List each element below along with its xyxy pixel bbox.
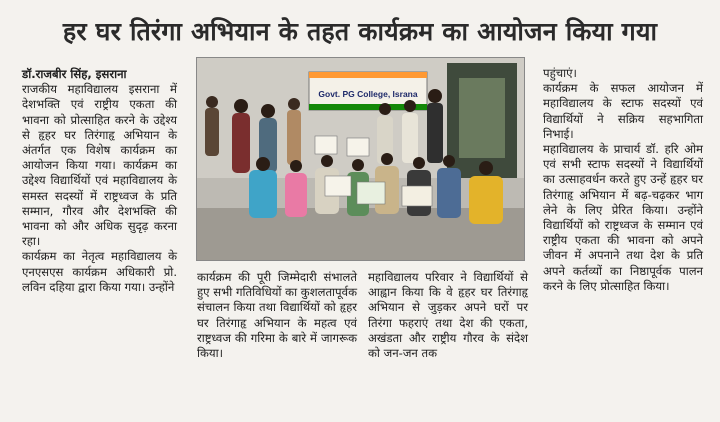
column-3 (368, 270, 528, 361)
col4-para1: पहुंचाएं। (543, 66, 577, 80)
byline: डॉ.राजबीर सिंह, इसराना (22, 67, 127, 81)
col4-para2: कार्यक्रम के सफल आयोजन में महाविद्यालय के स्टाफ सदस्यों एवं विद्यार्थियों ने सक्रिय सहभागिता निभाई। (543, 81, 703, 141)
col1-para2: कार्यक्रम का नेतृत्व महाविद्यालय के एनएसएस कार्यक्रम अधिकारी प्रो. लविन दहिया द्वारा किया गया। उन्होंने (22, 249, 177, 294)
col2-para: कार्यक्रम की पूरी जिम्मेदारी संभालते हुए सभी गतिविधियों का कुशलतापूर्वक संचालन किया तथा विद्यार्थियों को हृहर घर तिरंगाहृ अभियान के महत्व एवं राष्ट्रध्वज की गरिमा के बारे में जागरूक किया। (197, 270, 357, 361)
previous-article-cutoff (0, 0, 720, 10)
column-1 (22, 67, 177, 295)
event-photo (196, 57, 525, 261)
column-4 (543, 66, 703, 294)
col3-para: महाविद्यालय परिवार ने विद्यार्थियों से आह्वान किया कि वे हृहर घर तिरंगाहृ अभियान से जुड़कर अपने घरों पर तिरंगा फहराएं तथा देश की एकता, अखंडता और राष्ट्रीय गौरव के संदेश को जन-जन तक (368, 270, 528, 361)
col1-para1: राजकीय महाविद्यालय इसराना में देशभक्ति एवं राष्ट्रीय एकता की भावना को प्रोत्साहित करने के उद्देश्य से हृहर घर तिरंगाहृ अभियान के अंतर्गत एक विशेष कार्यक्रम का आयोजन किया गया। कार्यक्रम का उद्देश्य विद्यार्थियों एवं महाविद्यालय के समस्त सदस्यों में राष्ट्रध्वज के प्रति सम्मान, गौरव और देशभक्ति की भावना को और अधिक सुदृढ़ करना रहा। (22, 82, 177, 249)
banner-saffron-stripe (309, 72, 427, 78)
banner-text: Govt. PG College, Israna (318, 89, 418, 99)
next-article-headline-cutoff (0, 406, 720, 422)
column-2 (197, 270, 357, 361)
headline: हर घर तिरंगा अभियान के तहत कार्यक्रम का आयोजन किया गया (62, 17, 658, 46)
col4-para3: महाविद्यालय के प्राचार्य डॉ. हरि ओम एवं सभी स्टाफ सदस्यों ने विद्यार्थियों का उत्साहवर्धन करते हुए उन्हें हृहर घर तिरंगाहृ अभियान में बढ़-चढ़कर भाग लेने के लिए प्रेरित किया। उन्होंने विद्यार्थियों को राष्ट्रध्वज के सम्मान एवं राष्ट्रीय एकता की भावना को अपने जीवन में अपनाने तथा देश के प्रति अपने कर्तव्यों का निष्ठापूर्वक पालन करने के लिए प्रोत्साहित किया। (543, 142, 703, 293)
